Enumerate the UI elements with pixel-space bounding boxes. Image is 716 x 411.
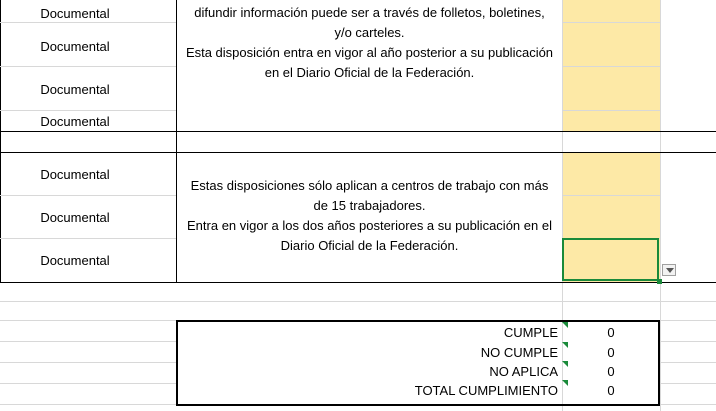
- row-line: [0, 195, 176, 196]
- type-cell[interactable]: Documental: [40, 114, 110, 129]
- type-cell[interactable]: Documental: [40, 82, 110, 97]
- description-line: difundir información puede ser a través de folletos, boletines,: [194, 5, 545, 20]
- description-line: Estas disposiciones sólo aplican a centros de trabajo con más: [190, 178, 549, 193]
- block-top-line: [0, 152, 716, 153]
- chevron-down-icon: [666, 268, 674, 273]
- description-line: y/o carteles.: [334, 25, 405, 40]
- row-line: [563, 110, 660, 111]
- description-line: en el Diario Oficial de la Federación.: [264, 65, 475, 80]
- summary-value-no-cumple[interactable]: 0: [607, 345, 615, 360]
- row-line: [0, 362, 176, 363]
- row-line: [563, 22, 660, 23]
- row-line: [660, 383, 716, 384]
- type-cell[interactable]: Documental: [40, 167, 110, 182]
- description-cell[interactable]: [177, 176, 562, 256]
- summary-value-no-aplica[interactable]: 0: [607, 364, 615, 379]
- type-cell[interactable]: Documental: [40, 210, 110, 225]
- type-cell[interactable]: Documental: [40, 253, 110, 268]
- comment-marker-icon: [562, 342, 568, 348]
- summary-label-no-aplica[interactable]: NO APLICA: [489, 364, 558, 379]
- row-line: [0, 66, 176, 67]
- description-cell[interactable]: [177, 3, 562, 83]
- row-line: [660, 362, 716, 363]
- selection-handle[interactable]: [657, 279, 662, 284]
- summary-label-cumple[interactable]: CUMPLE: [503, 325, 558, 340]
- summary-value-total[interactable]: 0: [607, 383, 615, 398]
- row-line: [0, 383, 176, 384]
- row-line: [0, 404, 176, 405]
- description-line: Esta disposición entra en vigor al año posterior a su publicación: [185, 45, 554, 60]
- comment-marker-icon: [562, 380, 568, 386]
- comment-marker-icon: [562, 322, 568, 328]
- summary-label-no-cumple[interactable]: NO CUMPLE: [480, 345, 558, 360]
- block-bottom-line: [0, 131, 716, 132]
- selected-cell[interactable]: [562, 238, 659, 281]
- row-line: [0, 238, 176, 239]
- row-line: [660, 404, 716, 405]
- type-cell[interactable]: Documental: [40, 39, 110, 54]
- row-line: [0, 301, 716, 302]
- summary-value-cumple[interactable]: 0: [607, 325, 615, 340]
- row-line: [563, 195, 660, 196]
- description-line: de 15 trabajadores.: [313, 198, 426, 213]
- row-line: [0, 22, 176, 23]
- description-line: Diario Oficial de la Federación.: [280, 238, 459, 253]
- row-line: [0, 110, 176, 111]
- row-line: [0, 341, 176, 342]
- comment-marker-icon: [562, 361, 568, 367]
- block-bottom-line: [0, 282, 716, 283]
- row-line: [660, 341, 716, 342]
- summary-label-total[interactable]: TOTAL CUMPLIMIENTO: [414, 383, 558, 398]
- col-border-c: [660, 0, 661, 411]
- description-line: Entra en vigor a los dos años posteriores a su publicación en el: [187, 218, 552, 233]
- type-cell[interactable]: Documental: [40, 6, 110, 21]
- dropdown-arrow-button[interactable]: [662, 264, 676, 276]
- row-line: [563, 66, 660, 67]
